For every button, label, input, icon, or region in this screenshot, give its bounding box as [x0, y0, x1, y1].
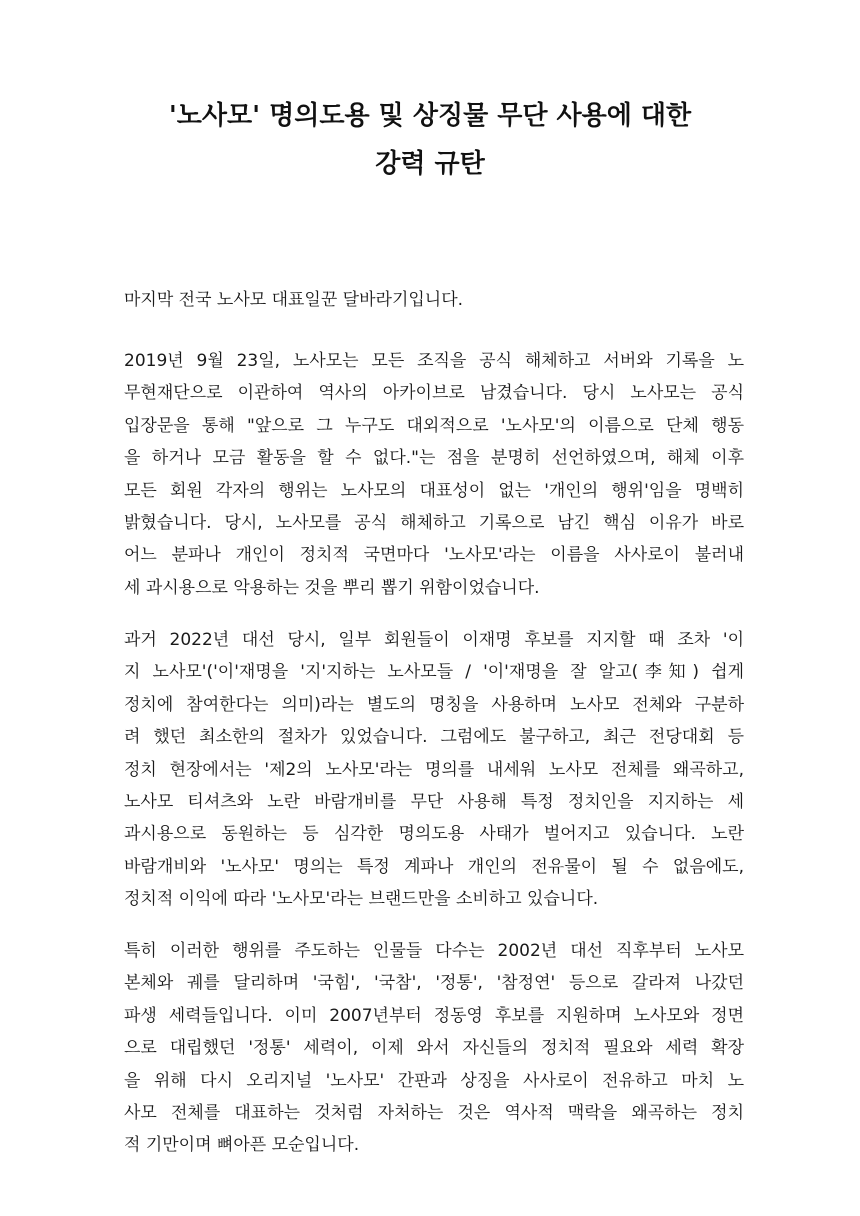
paragraph-line: 본체와 궤를 달리하며 '국힘', '국참', '정통', '참정연' 등으로 갈라져 나갔던	[124, 973, 744, 994]
paragraph-line: 으로 대립했던 '정통' 세력이, 이제 와서 자신들의 정치적 필요와 세력 확장	[124, 1038, 744, 1059]
document-title-line-2: 강력 규탄	[375, 149, 485, 179]
paragraph-line: 정치에 참여한다는 의미)라는 별도의 명칭을 사용하며 노사모 전체와 구분하	[124, 694, 744, 715]
paragraph-line: 정치 현장에서는 '제2의 노사모'라는 명의를 내세워 노사모 전체를 왜곡하고,	[124, 759, 744, 780]
paragraph-line: 입장문을 통해 "앞으로 그 누구도 대외적으로 '노사모'의 이름으로 단체 행동	[124, 415, 744, 436]
greeting-line: 마지막 전국 노사모 대표일꾼 달바라기입니다.	[124, 290, 464, 310]
paragraph-line: 바람개비와 '노사모' 명의는 특정 계파나 개인의 전유물이 될 수 없음에도,	[124, 856, 744, 877]
paragraph-line: 2019년 9월 23일, 노사모는 모든 조직을 공식 해체하고 서버와 기록을 노	[124, 351, 744, 371]
paragraph-line: 특히 이러한 행위를 주도하는 인물들 다수는 2002년 대선 직후부터 노사모	[124, 941, 744, 961]
paragraph-line: 정치적 이익에 따라 '노사모'라는 브랜드만을 소비하고 있습니다.	[124, 889, 599, 910]
paragraph-line: 려 했던 최소한의 절차가 있었습니다. 그럼에도 불구하고, 최근 전당대회 등	[124, 727, 744, 748]
paragraph-line: 노사모 티셔츠와 노란 바람개비를 무단 사용해 특정 정치인을 지지하는 세	[124, 791, 744, 812]
paragraph-line: 세 과시용으로 악용하는 것을 뿌리 뽑기 위함이었습니다.	[124, 577, 540, 598]
paragraph-line: 과시용으로 동원하는 등 심각한 명의도용 사태가 벌어지고 있습니다. 노란	[124, 824, 744, 845]
paragraph-line: 을 위해 다시 오리지널 '노사모' 간판과 상징을 사사로이 전유하고 마치 노	[124, 1070, 744, 1091]
paragraph-line: 지 노사모'('이'재명을 '지'지하는 노사모들 / '이'재명을 잘 알고(李知) 쉽게	[124, 662, 744, 683]
paragraph-line: 무현재단으로 이관하여 역사의 아카이브로 남겼습니다. 당시 노사모는 공식	[124, 383, 744, 404]
paragraph-2	[124, 624, 744, 916]
paragraph-3	[124, 935, 744, 1162]
paragraph-line: 을 하거나 모금 활동을 할 수 없다."는 점을 분명히 선언하였으며, 해체 이후	[124, 448, 744, 469]
paragraph-line: 밝혔습니다. 당시, 노사모를 공식 해체하고 기록으로 남긴 핵심 이유가 바로	[124, 512, 744, 533]
paragraph-1	[124, 345, 744, 604]
paragraph-line: 어느 분파나 개인이 정치적 국면마다 '노사모'라는 이름을 사사로이 불러내	[124, 545, 744, 566]
paragraph-line: 과거 2022년 대선 당시, 일부 회원들이 이재명 후보를 지지할 때 조차 '이	[124, 630, 744, 650]
document-title-line-1: '노사모' 명의도용 및 상징물 무단 사용에 대한	[168, 101, 692, 131]
paragraph-line: 모든 회원 각자의 행위는 노사모의 대표성이 없는 '개인의 행위'임을 명백히	[124, 480, 744, 501]
paragraph-line: 사모 전체를 대표하는 것처럼 자처하는 것은 역사적 맥락을 왜곡하는 정치	[124, 1102, 744, 1123]
paragraph-line: 파생 세력들입니다. 이미 2007년부터 정동영 후보를 지원하며 노사모와 정면	[124, 1005, 744, 1026]
paragraph-line: 적 기만이며 뼈아픈 모순입니다.	[124, 1135, 360, 1156]
